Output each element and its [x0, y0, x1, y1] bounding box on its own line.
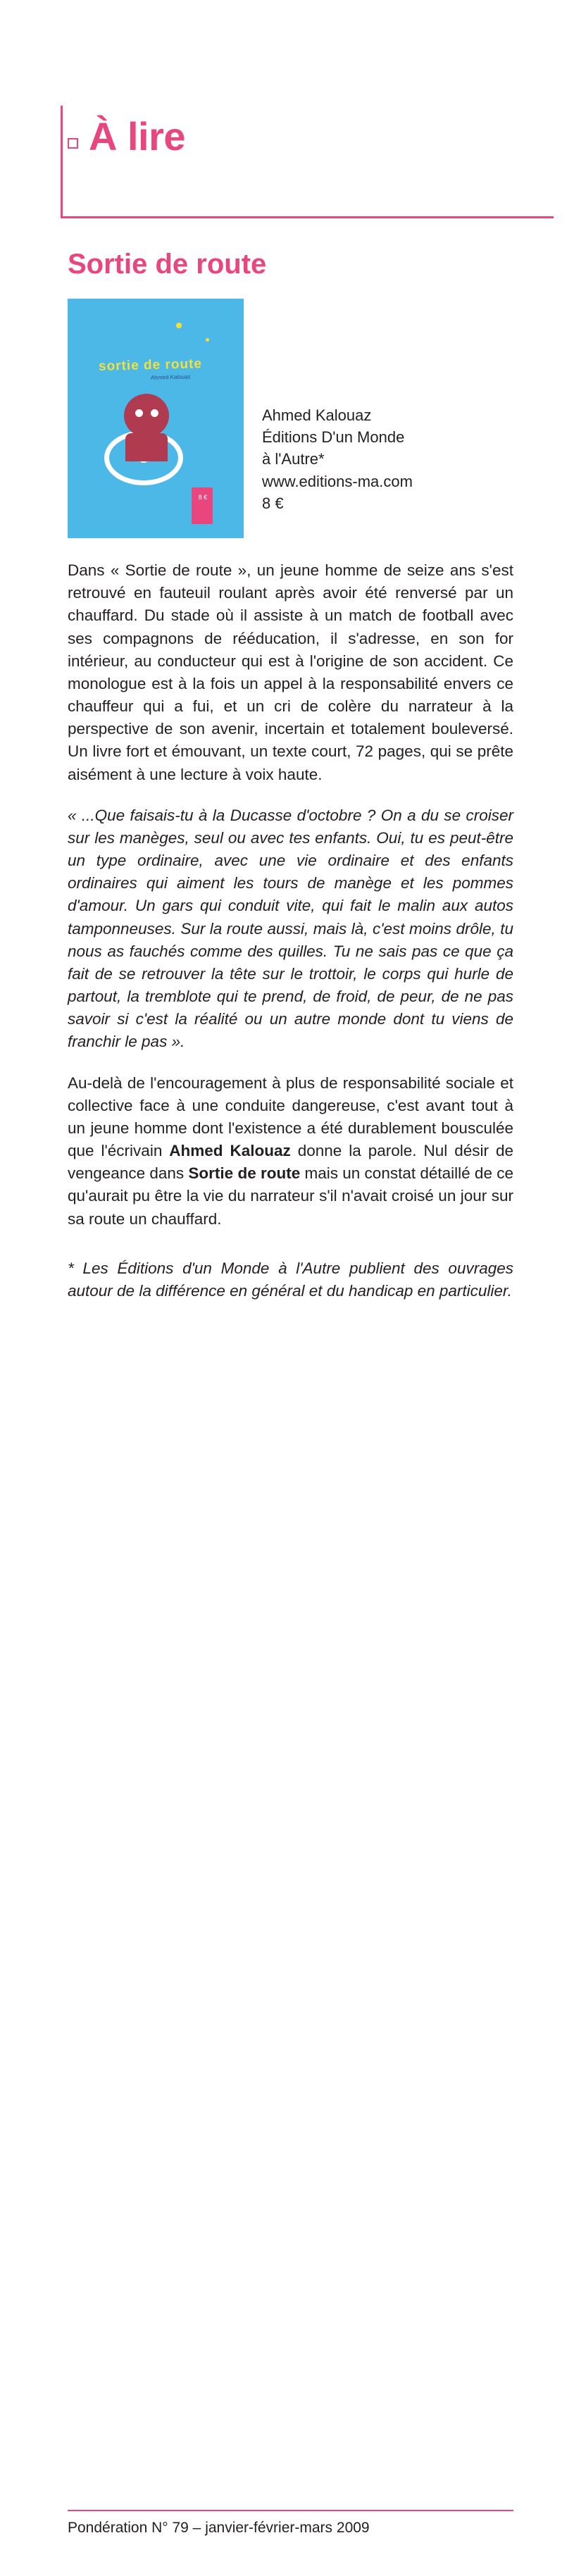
cover-title-text: sortie de route [98, 356, 203, 374]
book-website[interactable]: www.editions-ma.com [262, 472, 413, 490]
cover-price-badge-label: 8 € [198, 494, 208, 501]
closing-part-2: donne la parole. Nul désir de vengeance dans [68, 1142, 513, 1183]
cover-price-badge [192, 487, 213, 524]
book-publisher: Éditions D'un Monde [262, 428, 405, 447]
book-publisher-line2: à l'Autre* [262, 450, 325, 468]
closing-author-bold: Ahmed Kalouaz [169, 1142, 291, 1160]
page-title: Sortie de route [68, 249, 267, 280]
cover-dot-icon [176, 323, 182, 328]
rubric-title: À lire [89, 114, 186, 158]
article-closing-paragraph [68, 1072, 513, 1231]
rubric-header [0, 106, 574, 232]
book-metadata [262, 299, 413, 514]
footer-divider [68, 2510, 513, 2511]
article-footnote: * Les Éditions d'un Monde à l'Autre publient des ouvrages autour de la différence en général et du handicap en particulier. [68, 1259, 513, 1300]
cover-dot-small-icon [206, 338, 209, 342]
cover-author-text: Ahmed Kalouaz [150, 373, 191, 381]
page-footer [68, 2510, 513, 2537]
figure-eye-left-icon [135, 409, 143, 417]
article-quote: « ...Que faisais-tu à la Ducasse d'octobre ? On a du se croiser sur les manèges, seul ou avec tes enfants. Oui, tu es peut-être un type ordinaire, avec une vie ordinaire et des enfants ordinaires qui aiment les tours de manège et les pommes d'amour. Un gars qui conduit vite, qui fait le malin aux autos tamponneuses. Sur la route aussi, mais là, c'est moins drôle, tu nous as fauchés comme des quilles. Tu ne sais pas ce que ça fait de se retrouver la tête sur le trottoir, le corps qui hurle de partout, la tremblote qui te prend, de froid, de peur, de ne pas savoir si c'est la réalité ou un autre monde dont tu viens de franchir le pas ». [68, 806, 513, 1051]
book-price: 8 € [262, 494, 284, 512]
article [0, 248, 574, 1302]
figure-head-icon [124, 394, 169, 437]
cover-and-meta [68, 299, 513, 538]
closing-part-3: mais un constat détaillé de ce qu'aurait pu être la vie du narrateur s'il n'avait croisé un jour sur sa route un chauffard. [68, 1164, 513, 1228]
page [0, 106, 574, 2576]
book-cover-image [68, 299, 244, 538]
article-paragraph-1: Dans « Sortie de route », un jeune homme de seize ans s'est retrouvé en fauteuil roulant après avoir été renversé par un chauffard. Du stade où il assiste à un match de football avec ses compagnons de rééducation, il s'adresse, en son for intérieur, au conducteur qui est à l'origine de son accident. Ce monologue est à la fois un appel à la responsabilité envers ce chauffeur qui a fui, et un cri de colère du narrateur à la perspective de son avenir, incertain et totalement bouleversé. Un livre fort et émouvant, un texte court, 72 pages, qui se prête aisément à une lecture à voix haute. [68, 561, 513, 783]
closing-part-1: Au-delà de l'encouragement à plus de responsabilité sociale et collective face à une conduite dangereuse, c'est avant tout à un jeune homme dont l'existence a été durablement bousculée que l'écrivain [68, 1074, 513, 1160]
square-outline-icon [68, 138, 78, 149]
cover-wheelchair-figure-icon [104, 394, 189, 485]
figure-eye-right-icon [151, 409, 158, 417]
footer-text: Pondération N° 79 – janvier-février-mars 2009 [68, 2520, 370, 2536]
closing-title-bold: Sortie de route [188, 1164, 301, 1183]
figure-body-icon [125, 433, 168, 461]
book-author: Ahmed Kalouaz [262, 406, 372, 424]
